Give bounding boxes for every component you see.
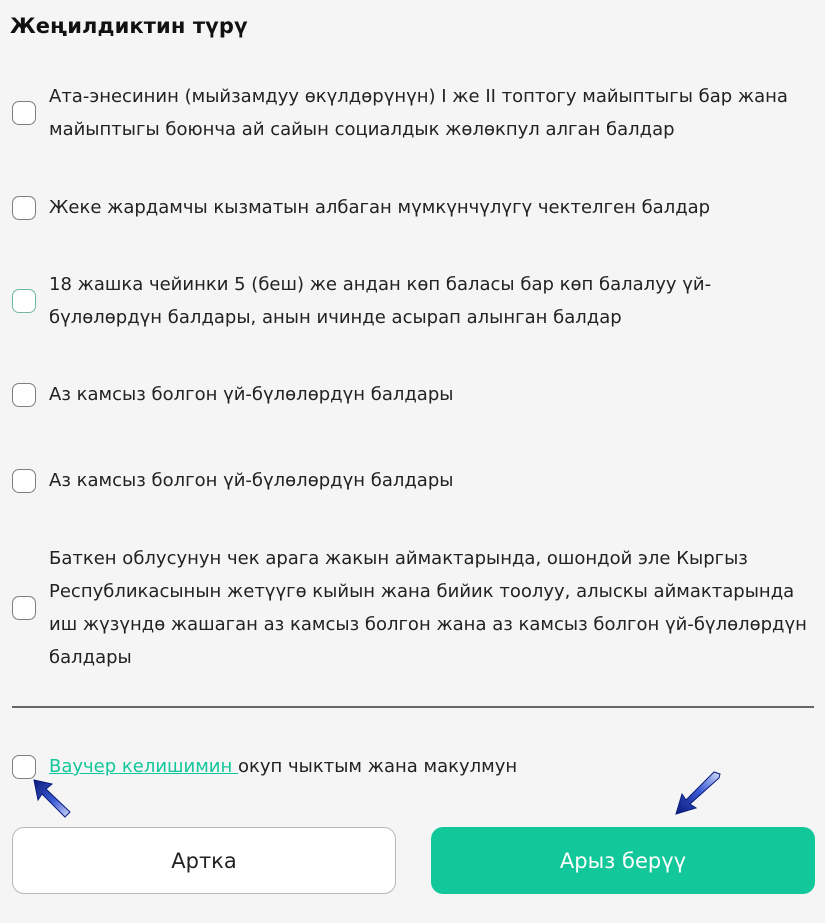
benefit-option-1[interactable]	[12, 80, 812, 146]
section-divider	[12, 706, 814, 708]
benefit-option-2-checkbox[interactable]	[12, 196, 36, 220]
benefit-option-3[interactable]	[12, 268, 812, 334]
benefit-option-6-label: Баткен облусунун чек арага жакын аймактарында, ошондой эле Кыргыз Республикасынын жетүүгө кыйын жана бийик тоолуу, алыскы аймактарында иш жүзүндө жашаган аз камсыз болгон жана аз камсыз болгон үй-бүлөлөрдүн балдары	[49, 548, 807, 668]
benefit-option-4-checkbox[interactable]	[12, 383, 36, 407]
benefit-option-2[interactable]	[12, 191, 812, 224]
benefit-option-6[interactable]	[12, 542, 812, 674]
voucher-agreement-link[interactable]: Ваучер келишимин	[49, 756, 238, 777]
benefit-option-3-label: 18 жашка чейинки 5 (беш) же андан көп баласы бар көп балалуу үй-бүлөлөрдүн балдары, анын ичинде асырап алынган балдар	[49, 274, 712, 328]
benefit-option-5[interactable]	[12, 464, 812, 497]
annotation-arrow-icon-submit	[672, 770, 724, 818]
benefit-option-5-label: Аз камсыз болгон үй-бүлөлөрдүн балдары	[49, 470, 454, 491]
annotation-arrow-icon	[30, 776, 74, 820]
back-button[interactable]: Артка	[12, 827, 396, 894]
page-title: Жеңилдиктин түрү	[10, 14, 248, 38]
benefit-option-3-checkbox[interactable]	[12, 289, 36, 313]
benefit-option-1-checkbox[interactable]	[12, 101, 36, 125]
voucher-agreement-text	[49, 754, 517, 780]
voucher-agreement-checkbox[interactable]	[12, 755, 36, 779]
benefit-option-4[interactable]	[12, 378, 812, 411]
benefit-option-1-label: Ата-энесинин (мыйзамдуу өкүлдөрүнүн) I же II топтогу майыптыгы бар жана майыптыгы боюнча ай сайын социалдык жөлөкпул алган балдар	[49, 86, 788, 140]
benefit-option-5-checkbox[interactable]	[12, 469, 36, 493]
voucher-agreement-label: окуп чыктым жана макулмун	[237, 756, 518, 777]
voucher-agreement-row	[12, 754, 517, 780]
benefit-option-2-label: Жеке жардамчы кызматын албаган мүмкүнчүлүгү чектелген балдар	[49, 197, 711, 218]
benefit-option-6-checkbox[interactable]	[12, 596, 36, 620]
benefit-option-4-label: Аз камсыз болгон үй-бүлөлөрдүн балдары	[49, 384, 454, 405]
submit-application-button[interactable]: Арыз берүү	[431, 827, 815, 894]
